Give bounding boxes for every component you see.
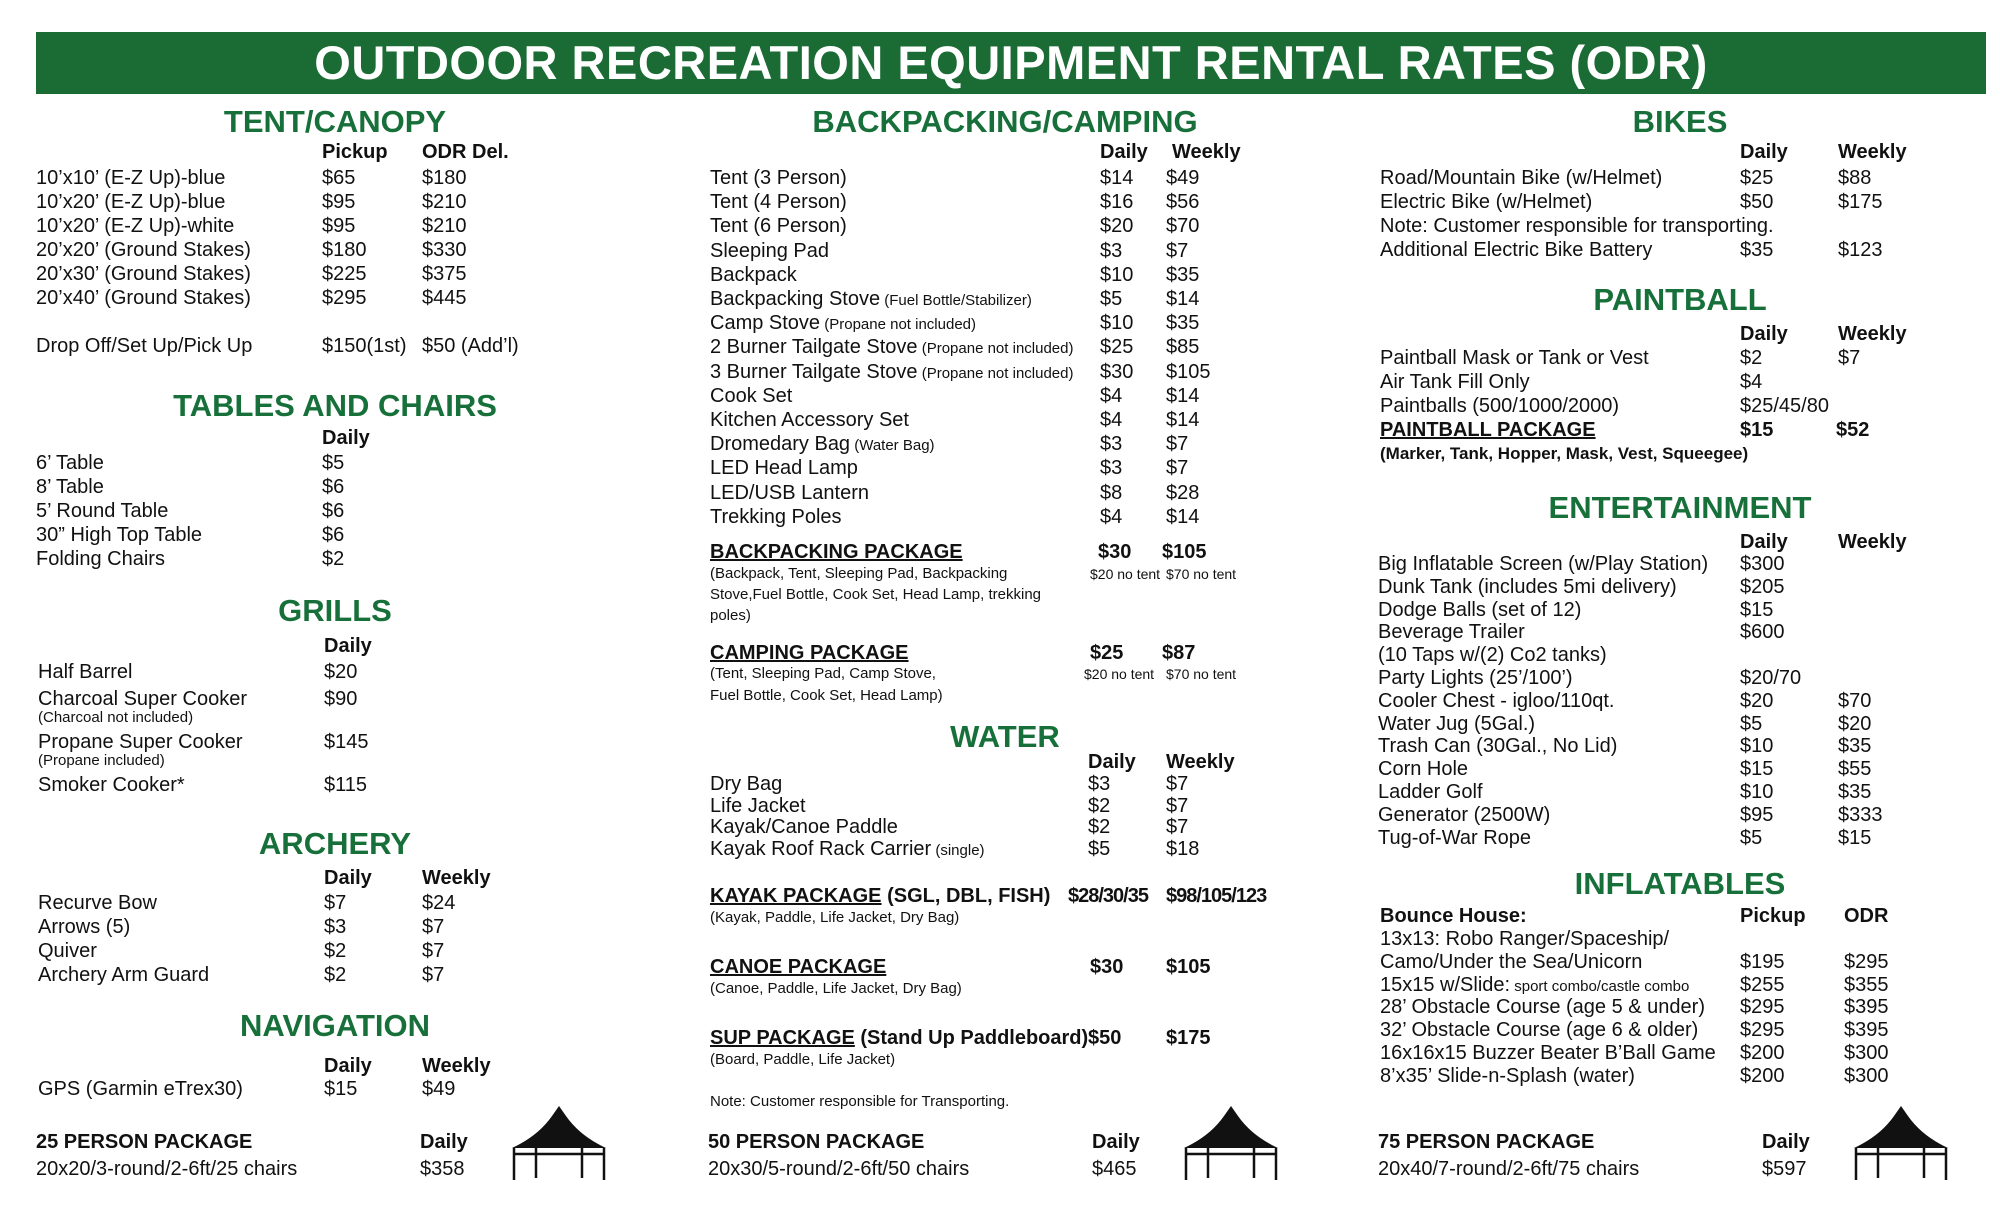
package-price-daily: $28/30/35: [1068, 885, 1148, 907]
item-price-daily: $3: [324, 916, 347, 938]
item-note: (Propane included): [38, 752, 165, 769]
item-price-daily: $600: [1740, 621, 1785, 644]
item-price-weekly: $7: [1166, 794, 1189, 817]
item-name: Cooler Chest - igloo/110qt.: [1378, 689, 1615, 712]
tent-col-pickup: Pickup: [322, 141, 388, 163]
entertainment-col-weekly: Weekly: [1838, 531, 1907, 553]
item-price-weekly: $333: [1838, 803, 1883, 826]
item-price-daily: $25/45/80: [1740, 395, 1829, 417]
item-price: $2: [322, 548, 345, 570]
tent-icon: [1182, 1104, 1280, 1182]
item-price-weekly: $7: [422, 964, 445, 986]
item-price-daily: $4: [1100, 505, 1123, 528]
item-price-weekly: $35: [1166, 263, 1200, 286]
item-note: (Propane not included): [820, 316, 976, 334]
item-name: 20’x20’ (Ground Stakes): [36, 239, 251, 261]
item-price-daily: $2: [1088, 794, 1111, 817]
package-name: 25 PERSON PACKAGE: [36, 1131, 253, 1153]
package-price-weekly: $175: [1166, 1027, 1211, 1049]
package-title: SUP PACKAGE: [710, 1027, 855, 1049]
item-name: Kayak/Canoe Paddle: [710, 816, 898, 838]
package-desc: 20x20/3-round/2-6ft/25 chairs: [36, 1158, 298, 1180]
backpacking-col-weekly: Weekly: [1172, 141, 1241, 163]
water-col-daily: Daily: [1088, 751, 1136, 773]
item-price-weekly: $56: [1166, 191, 1200, 214]
package-note: $70 no tent: [1166, 566, 1237, 582]
package-title: KAYAK PACKAGE: [710, 885, 882, 907]
item-price-daily: $5: [1100, 288, 1123, 310]
package-extra: (Stand Up Paddleboard): [854, 1027, 1089, 1049]
item-price-weekly: $14: [1166, 384, 1200, 407]
item-name: Drop Off/Set Up/Pick Up: [36, 335, 253, 357]
item-name: 8’x35’ Slide-n-Splash (water): [1380, 1064, 1635, 1087]
item-name: Tent (3 Person): [710, 167, 847, 189]
item-note: (Propane not included): [917, 340, 1074, 358]
package-name: CANOE PACKAGE: [710, 956, 887, 978]
item-price-weekly: $88: [1838, 167, 1872, 189]
item-name: Quiver: [38, 940, 97, 962]
item-price-weekly: $35: [1838, 735, 1872, 758]
package-price-weekly: $87: [1162, 642, 1196, 664]
item-price-pickup: $200: [1740, 1064, 1785, 1087]
item-name: Dodge Balls (set of 12): [1378, 598, 1582, 621]
item-name: Trekking Poles: [710, 505, 842, 528]
item-price-daily: $2: [324, 940, 347, 962]
item-price-weekly: $7: [1166, 773, 1189, 795]
item-price-weekly: $7: [422, 940, 445, 962]
package-price: $358: [420, 1158, 465, 1180]
item-price-daily: $2: [1740, 347, 1763, 369]
item-name: Electric Bike (w/Helmet): [1380, 191, 1593, 213]
item-price-pickup: $95: [322, 191, 356, 213]
item-price-daily: $4: [1100, 409, 1123, 431]
item-name: 10’x10’ (E-Z Up)-blue: [36, 167, 226, 189]
item-name: 5’ Round Table: [36, 500, 169, 522]
item-price: $6: [322, 500, 345, 522]
item-price: $115: [324, 774, 368, 796]
inflatables-heading: INFLATABLES: [1574, 866, 1786, 901]
item-name: Archery Arm Guard: [38, 964, 210, 986]
package-note: $20 no tent: [1084, 666, 1155, 682]
item-price-weekly: $14: [1166, 409, 1200, 431]
package-desc: (Tent, Sleeping Pad, Camp Stove,: [710, 665, 936, 682]
item-name: 20’x40’ (Ground Stakes): [36, 287, 251, 309]
item-price-daily: $4: [1100, 384, 1123, 407]
entertainment-col-daily: Daily: [1740, 531, 1788, 553]
water-note: Note: Customer responsible for Transporting.: [710, 1093, 1010, 1110]
item-name: Additional Electric Bike Battery: [1380, 239, 1653, 261]
item-price-weekly: $49: [422, 1078, 456, 1100]
item-name: Folding Chairs: [36, 548, 165, 570]
item-price: $90: [324, 688, 358, 710]
item-price: $145: [324, 731, 369, 753]
item-price-weekly: $55: [1838, 758, 1872, 781]
item-name: LED/USB Lantern: [710, 481, 869, 504]
item-price: $5: [322, 452, 345, 474]
item-name: Life Jacket: [710, 794, 806, 817]
item-price-weekly: $18: [1166, 837, 1200, 860]
item-price-weekly: $85: [1166, 336, 1200, 359]
item-price-daily: $3: [1100, 239, 1123, 262]
item-price-daily: $3: [1100, 457, 1123, 480]
paintball-heading: PAINTBALL: [1593, 282, 1767, 317]
item-price-pickup: $295: [1740, 996, 1785, 1019]
item-name: 20’x30’ (Ground Stakes): [36, 263, 251, 285]
item-price-weekly: $49: [1166, 167, 1200, 189]
item-note: sport combo/castle combo: [1510, 977, 1690, 995]
package-price-daily: $50: [1088, 1027, 1122, 1049]
item-price-weekly: $7: [1166, 457, 1189, 480]
item-name: 2 Burner Tailgate Stove (Propane not included): [710, 336, 1074, 359]
grills-col-daily: Daily: [324, 635, 372, 657]
package-price: $465: [1092, 1158, 1137, 1180]
item-name: Recurve Bow: [38, 892, 157, 914]
item-price-daily: $3: [1088, 773, 1111, 795]
item-price-daily: $50: [1740, 191, 1774, 213]
item-name: Tent (6 Person): [710, 215, 847, 238]
tent-canopy-heading: TENT/CANOPY: [223, 104, 447, 139]
item-price-daily: $5: [1740, 826, 1763, 849]
item-name: Paintball Mask or Tank or Vest: [1380, 347, 1649, 369]
item-price-weekly: $15: [1838, 826, 1872, 849]
package-extra: (SGL, DBL, FISH): [881, 885, 1051, 907]
package-name: CAMPING PACKAGE: [710, 642, 909, 664]
item-name: Propane Super Cooker: [38, 731, 243, 753]
item-note: (single): [931, 841, 985, 859]
item-price-daily: $8: [1100, 481, 1123, 504]
item-name: Backpacking Stove (Fuel Bottle/Stabilizer): [710, 288, 1032, 310]
item-price-weekly: $70: [1166, 215, 1200, 238]
item-price-daily: $10: [1100, 263, 1134, 286]
item-price-daily: $20: [1740, 689, 1774, 712]
tent-col-odr: ODR Del.: [422, 141, 509, 163]
item-price-daily: $7: [324, 892, 347, 914]
item-price-weekly: $14: [1166, 288, 1200, 310]
item-name: 16x16x15 Buzzer Beater B’Ball Game: [1380, 1042, 1716, 1064]
item-name: Smoker Cooker*: [38, 774, 185, 796]
item-name: Dry Bag: [710, 773, 783, 795]
item-price-pickup: $65: [322, 167, 356, 189]
item-price-odr: $300: [1844, 1042, 1889, 1064]
package-desc: poles): [710, 607, 751, 624]
item-price-daily: $2: [1088, 816, 1111, 838]
item-price-odr: $445: [422, 287, 467, 309]
tables-col-daily: Daily: [322, 427, 370, 449]
package-desc: Fuel Bottle, Cook Set, Head Lamp): [710, 687, 943, 704]
paintball-col-daily: Daily: [1740, 323, 1788, 345]
item-price-daily: $25: [1740, 167, 1774, 189]
item-name: Charcoal Super Cooker: [38, 688, 247, 710]
item-price-daily: $20: [1100, 215, 1134, 238]
item-name: Ladder Golf: [1378, 781, 1483, 803]
item-name: Dunk Tank (includes 5mi delivery): [1378, 575, 1677, 598]
item-price-weekly: $28: [1166, 481, 1200, 504]
package-desc: 20x30/5-round/2-6ft/50 chairs: [708, 1158, 970, 1180]
package-price: $597: [1762, 1158, 1807, 1180]
package-name: 75 PERSON PACKAGE: [1378, 1131, 1595, 1153]
backpacking-col-daily: Daily: [1100, 141, 1148, 163]
item-name: Dromedary Bag (Water Bag): [710, 433, 935, 456]
item-price-odr: $355: [1844, 973, 1889, 996]
item-price-daily: $16: [1100, 191, 1134, 214]
item-name: Beverage Trailer: [1378, 621, 1525, 644]
item-price: $6: [322, 524, 345, 546]
package-desc: (Canoe, Paddle, Life Jacket, Dry Bag): [710, 980, 962, 997]
item-name: 30” High Top Table: [36, 524, 203, 546]
package-price-weekly: $105: [1162, 541, 1207, 563]
water-col-weekly: Weekly: [1166, 751, 1235, 773]
item-price-daily: $30: [1100, 360, 1134, 383]
item-name: 10’x20’ (E-Z Up)-blue: [36, 191, 226, 213]
package-desc: (Kayak, Paddle, Life Jacket, Dry Bag): [710, 909, 960, 926]
item-price-weekly: $7: [1166, 816, 1189, 838]
bikes-col-weekly: Weekly: [1838, 141, 1907, 163]
navigation-heading: NAVIGATION: [239, 1008, 430, 1043]
item-name: GPS (Garmin eTrex30): [38, 1078, 243, 1100]
item-price-daily: $300: [1740, 553, 1785, 575]
item-price-pickup: $200: [1740, 1042, 1785, 1064]
item-note: (Propane not included): [917, 364, 1074, 382]
bounce-house-label: Bounce House:: [1380, 905, 1527, 927]
item-price-odr: $50 (Add’l): [422, 335, 519, 357]
item-name: Cook Set: [710, 384, 793, 407]
item-name: 8’ Table: [36, 476, 104, 498]
grills-heading: GRILLS: [278, 593, 392, 628]
backpacking-heading: BACKPACKING/CAMPING: [812, 104, 1198, 139]
package-desc: (Backpack, Tent, Sleeping Pad, Backpacking: [710, 565, 1008, 582]
package-name: 50 PERSON PACKAGE: [708, 1131, 925, 1153]
package-price-daily: $30: [1098, 541, 1132, 563]
item-price-odr: $210: [422, 191, 467, 213]
item-price-odr: $330: [422, 239, 467, 261]
item-name: Half Barrel: [38, 661, 133, 683]
package-col-daily: Daily: [1762, 1131, 1810, 1153]
item-name: 10’x20’ (E-Z Up)-white: [36, 215, 235, 237]
item-price-pickup: $95: [322, 215, 356, 237]
package-note: $20 no tent: [1090, 566, 1161, 582]
item-name: Air Tank Fill Only: [1380, 371, 1530, 393]
package-desc: (Board, Paddle, Life Jacket): [710, 1051, 896, 1068]
item-price-daily: $20/70: [1740, 667, 1802, 689]
bikes-heading: BIKES: [1632, 104, 1728, 139]
item-price-daily: $15: [1740, 758, 1774, 781]
item-price: $6: [322, 476, 345, 498]
package-desc: 20x40/7-round/2-6ft/75 chairs: [1378, 1158, 1640, 1180]
bikes-note: Note: Customer responsible for transporting.: [1380, 215, 1774, 237]
item-price-weekly: $70: [1838, 689, 1872, 712]
item-price: $20: [324, 661, 358, 683]
tent-icon: [510, 1104, 608, 1182]
item-price-odr: $375: [422, 263, 467, 285]
item-name: Big Inflatable Screen (w/Play Station): [1378, 553, 1709, 575]
item-name: Backpack: [710, 263, 797, 286]
package-price-daily: $15: [1740, 419, 1774, 441]
bikes-col-daily: Daily: [1740, 141, 1788, 163]
package-price-weekly: $105: [1166, 956, 1211, 978]
item-price-daily: $3: [1100, 433, 1123, 456]
item-price-daily: $10: [1740, 735, 1774, 758]
item-price-weekly: $35: [1838, 781, 1872, 803]
item-price-pickup: $255: [1740, 973, 1785, 996]
item-price-pickup: $195: [1740, 950, 1785, 973]
item-name: 32’ Obstacle Course (age 6 & older): [1380, 1019, 1699, 1042]
item-name: Generator (2500W): [1378, 803, 1551, 826]
package-name: BACKPACKING PACKAGE: [710, 541, 963, 563]
item-price-pickup: $295: [1740, 1019, 1785, 1042]
item-price-weekly: $105: [1166, 360, 1211, 383]
item-price-daily: $95: [1740, 803, 1774, 826]
item-price-odr: $180: [422, 167, 467, 189]
item-price-pickup: $150(1st): [322, 335, 407, 357]
item-name: Paintballs (500/1000/2000): [1380, 395, 1620, 417]
item-price-daily: $5: [1088, 837, 1111, 860]
item-name: Water Jug (5Gal.): [1378, 712, 1536, 735]
entertainment-heading: ENTERTAINMENT: [1548, 490, 1812, 525]
item-note: (Charcoal not included): [38, 709, 194, 726]
item-name: 15x15 w/Slide: sport combo/castle combo: [1380, 973, 1690, 996]
package-name: [710, 884, 1050, 908]
page-title: OUTDOOR RECREATION EQUIPMENT RENTAL RATES (ODR): [36, 32, 1986, 94]
package-price-weekly: $52: [1836, 419, 1870, 441]
item-price-daily: $205: [1740, 575, 1785, 598]
archery-col-weekly: Weekly: [422, 867, 491, 889]
item-price-weekly: $24: [422, 892, 456, 914]
item-price-pickup: $225: [322, 263, 367, 285]
item-price-pickup: $295: [322, 287, 367, 309]
navigation-col-weekly: Weekly: [422, 1055, 491, 1077]
item-name: Party Lights (25’/100’): [1378, 667, 1573, 689]
item-name: 6’ Table: [36, 452, 104, 474]
item-price-daily: $10: [1740, 781, 1774, 803]
item-price-weekly: $7: [422, 916, 445, 938]
item-name: Tent (4 Person): [710, 191, 847, 214]
item-price-daily: $14: [1100, 167, 1134, 189]
archery-heading: ARCHERY: [258, 826, 412, 861]
tables-heading: TABLES AND CHAIRS: [173, 388, 497, 423]
item-price-weekly: $20: [1838, 712, 1872, 735]
item-price-daily: $15: [324, 1078, 358, 1100]
item-price-daily: $15: [1740, 598, 1774, 621]
item-price-odr: $295: [1844, 950, 1889, 973]
item-price-odr: $300: [1844, 1064, 1889, 1087]
item-price-odr: $395: [1844, 996, 1889, 1019]
item-price-weekly: $175: [1838, 191, 1883, 213]
item-name: 13x13: Robo Ranger/Spaceship/: [1380, 928, 1670, 950]
package-name: PAINTBALL PACKAGE: [1380, 419, 1596, 441]
item-name: Camo/Under the Sea/Unicorn: [1380, 950, 1643, 973]
item-price-odr: $395: [1844, 1019, 1889, 1042]
item-price-weekly: $7: [1166, 239, 1189, 262]
item-price-daily: $2: [324, 964, 347, 986]
archery-col-daily: Daily: [324, 867, 372, 889]
item-note: (Fuel Bottle/Stabilizer): [880, 292, 1032, 309]
item-price-daily: $4: [1740, 371, 1763, 393]
item-price-daily: $5: [1740, 712, 1763, 735]
paintball-col-weekly: Weekly: [1838, 323, 1907, 345]
item-name: Kayak Roof Rack Carrier (single): [710, 837, 985, 860]
item-price-weekly: $35: [1166, 312, 1200, 335]
item-price-weekly: $7: [1166, 433, 1189, 456]
package-name: [710, 1026, 1088, 1050]
package-desc: (Marker, Tank, Hopper, Mask, Vest, Squeegee): [1380, 444, 1749, 463]
item-name: Corn Hole: [1378, 758, 1469, 781]
inflatables-col-pickup: Pickup: [1740, 905, 1806, 927]
water-heading: WATER: [950, 719, 1060, 754]
item-price-daily: $35: [1740, 239, 1774, 261]
item-name: Road/Mountain Bike (w/Helmet): [1380, 167, 1663, 189]
item-price-weekly: $14: [1166, 505, 1200, 528]
item-name: Camp Stove (Propane not included): [710, 312, 976, 335]
item-name: Arrows (5): [38, 916, 131, 938]
item-name: 3 Burner Tailgate Stove (Propane not included): [710, 360, 1074, 383]
item-name: (10 Taps w/(2) Co2 tanks): [1378, 644, 1607, 667]
tent-icon: [1852, 1104, 1950, 1182]
item-price-daily: $10: [1100, 312, 1134, 335]
item-price-odr: $210: [422, 215, 467, 237]
package-desc: Stove,Fuel Bottle, Cook Set, Head Lamp, trekking: [710, 586, 1042, 603]
inflatables-col-odr: ODR: [1844, 905, 1889, 927]
item-name: Trash Can (30Gal., No Lid): [1378, 735, 1618, 758]
item-price-daily: $25: [1100, 336, 1134, 359]
item-note: (Water Bag): [850, 437, 935, 455]
item-price-weekly: $123: [1838, 239, 1883, 261]
item-name: 28’ Obstacle Course (age 5 & under): [1380, 996, 1705, 1019]
item-name: Kitchen Accessory Set: [710, 409, 909, 431]
package-price-daily: $25: [1090, 642, 1124, 664]
item-name: LED Head Lamp: [710, 457, 858, 480]
package-col-daily: Daily: [1092, 1131, 1140, 1153]
package-price-weekly: $98/105/123: [1166, 885, 1267, 907]
item-name: Sleeping Pad: [710, 239, 829, 262]
navigation-col-daily: Daily: [324, 1055, 372, 1077]
package-col-daily: Daily: [420, 1131, 468, 1153]
item-price-weekly: $7: [1838, 347, 1861, 369]
package-price-daily: $30: [1090, 956, 1124, 978]
item-name: Tug-of-War Rope: [1378, 826, 1532, 849]
item-price-pickup: $180: [322, 239, 367, 261]
package-note: $70 no tent: [1166, 666, 1237, 682]
